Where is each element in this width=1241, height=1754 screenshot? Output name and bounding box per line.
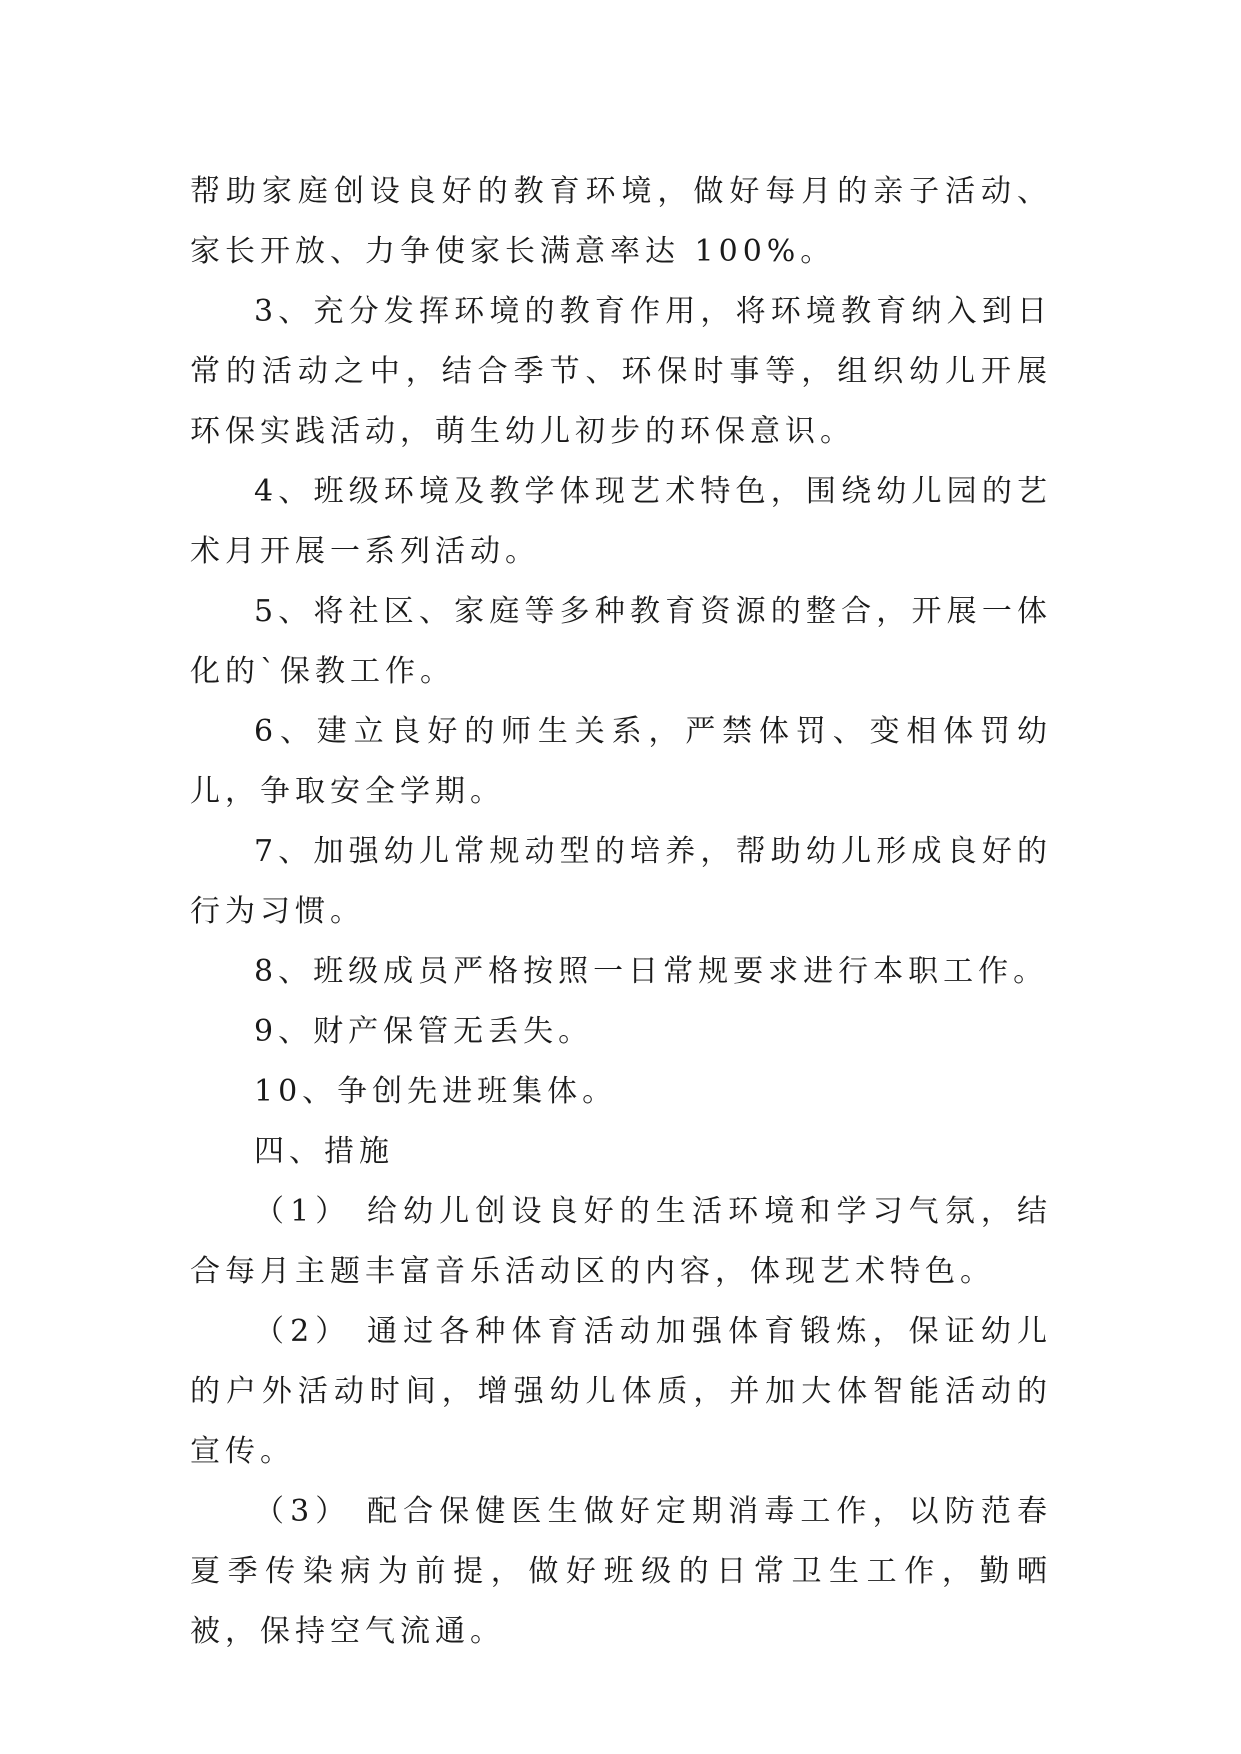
paragraph-item-3: 3、充分发挥环境的教育作用，将环境教育纳入到日常的活动之中，结合季节、环保时事等，组织幼儿开展环保实践活动，萌生幼儿初步的环保意识。	[190, 294, 1052, 449]
paragraph-item-5: 5、将社区、家庭等多种教育资源的整合，开展一体化的`保教工作。	[190, 594, 1052, 689]
body-text	[190, 162, 1052, 1662]
paragraph-item-10: 10、争创先进班集体。	[254, 1074, 618, 1109]
paragraph-item-7: 7、加强幼儿常规动型的培养，帮助幼儿形成良好的行为习惯。	[190, 834, 1052, 929]
paragraph-measure-3: （3） 配合保健医生做好定期消毒工作，以防范春夏季传染病为前提，做好班级的日常卫生工作，勤晒被，保持空气流通。	[190, 1494, 1052, 1649]
section-heading-measures: 四、措施	[254, 1134, 394, 1169]
paragraph-item-9: 9、财产保管无丢失。	[254, 1014, 594, 1049]
paragraph-measure-1: （1） 给幼儿创设良好的生活环境和学习气氛，结合每月主题丰富音乐活动区的内容，体现艺术特色。	[190, 1194, 1052, 1289]
paragraph-item-4: 4、班级环境及教学体现艺术特色，围绕幼儿园的艺术月开展一系列活动。	[190, 474, 1052, 569]
paragraph-measure-2: （2） 通过各种体育活动加强体育锻炼，保证幼儿的户外活动时间，增强幼儿体质，并加大体智能活动的宣传。	[190, 1314, 1052, 1469]
paragraph-continuation: 帮助家庭创设良好的教育环境，做好每月的亲子活动、家长开放、力争使家长满意率达 100%。	[190, 174, 1052, 269]
paragraph-item-6: 6、建立良好的师生关系，严禁体罚、变相体罚幼儿，争取安全学期。	[190, 714, 1052, 809]
paragraph-item-8: 8、班级成员严格按照一日常规要求进行本职工作。	[254, 954, 1049, 989]
